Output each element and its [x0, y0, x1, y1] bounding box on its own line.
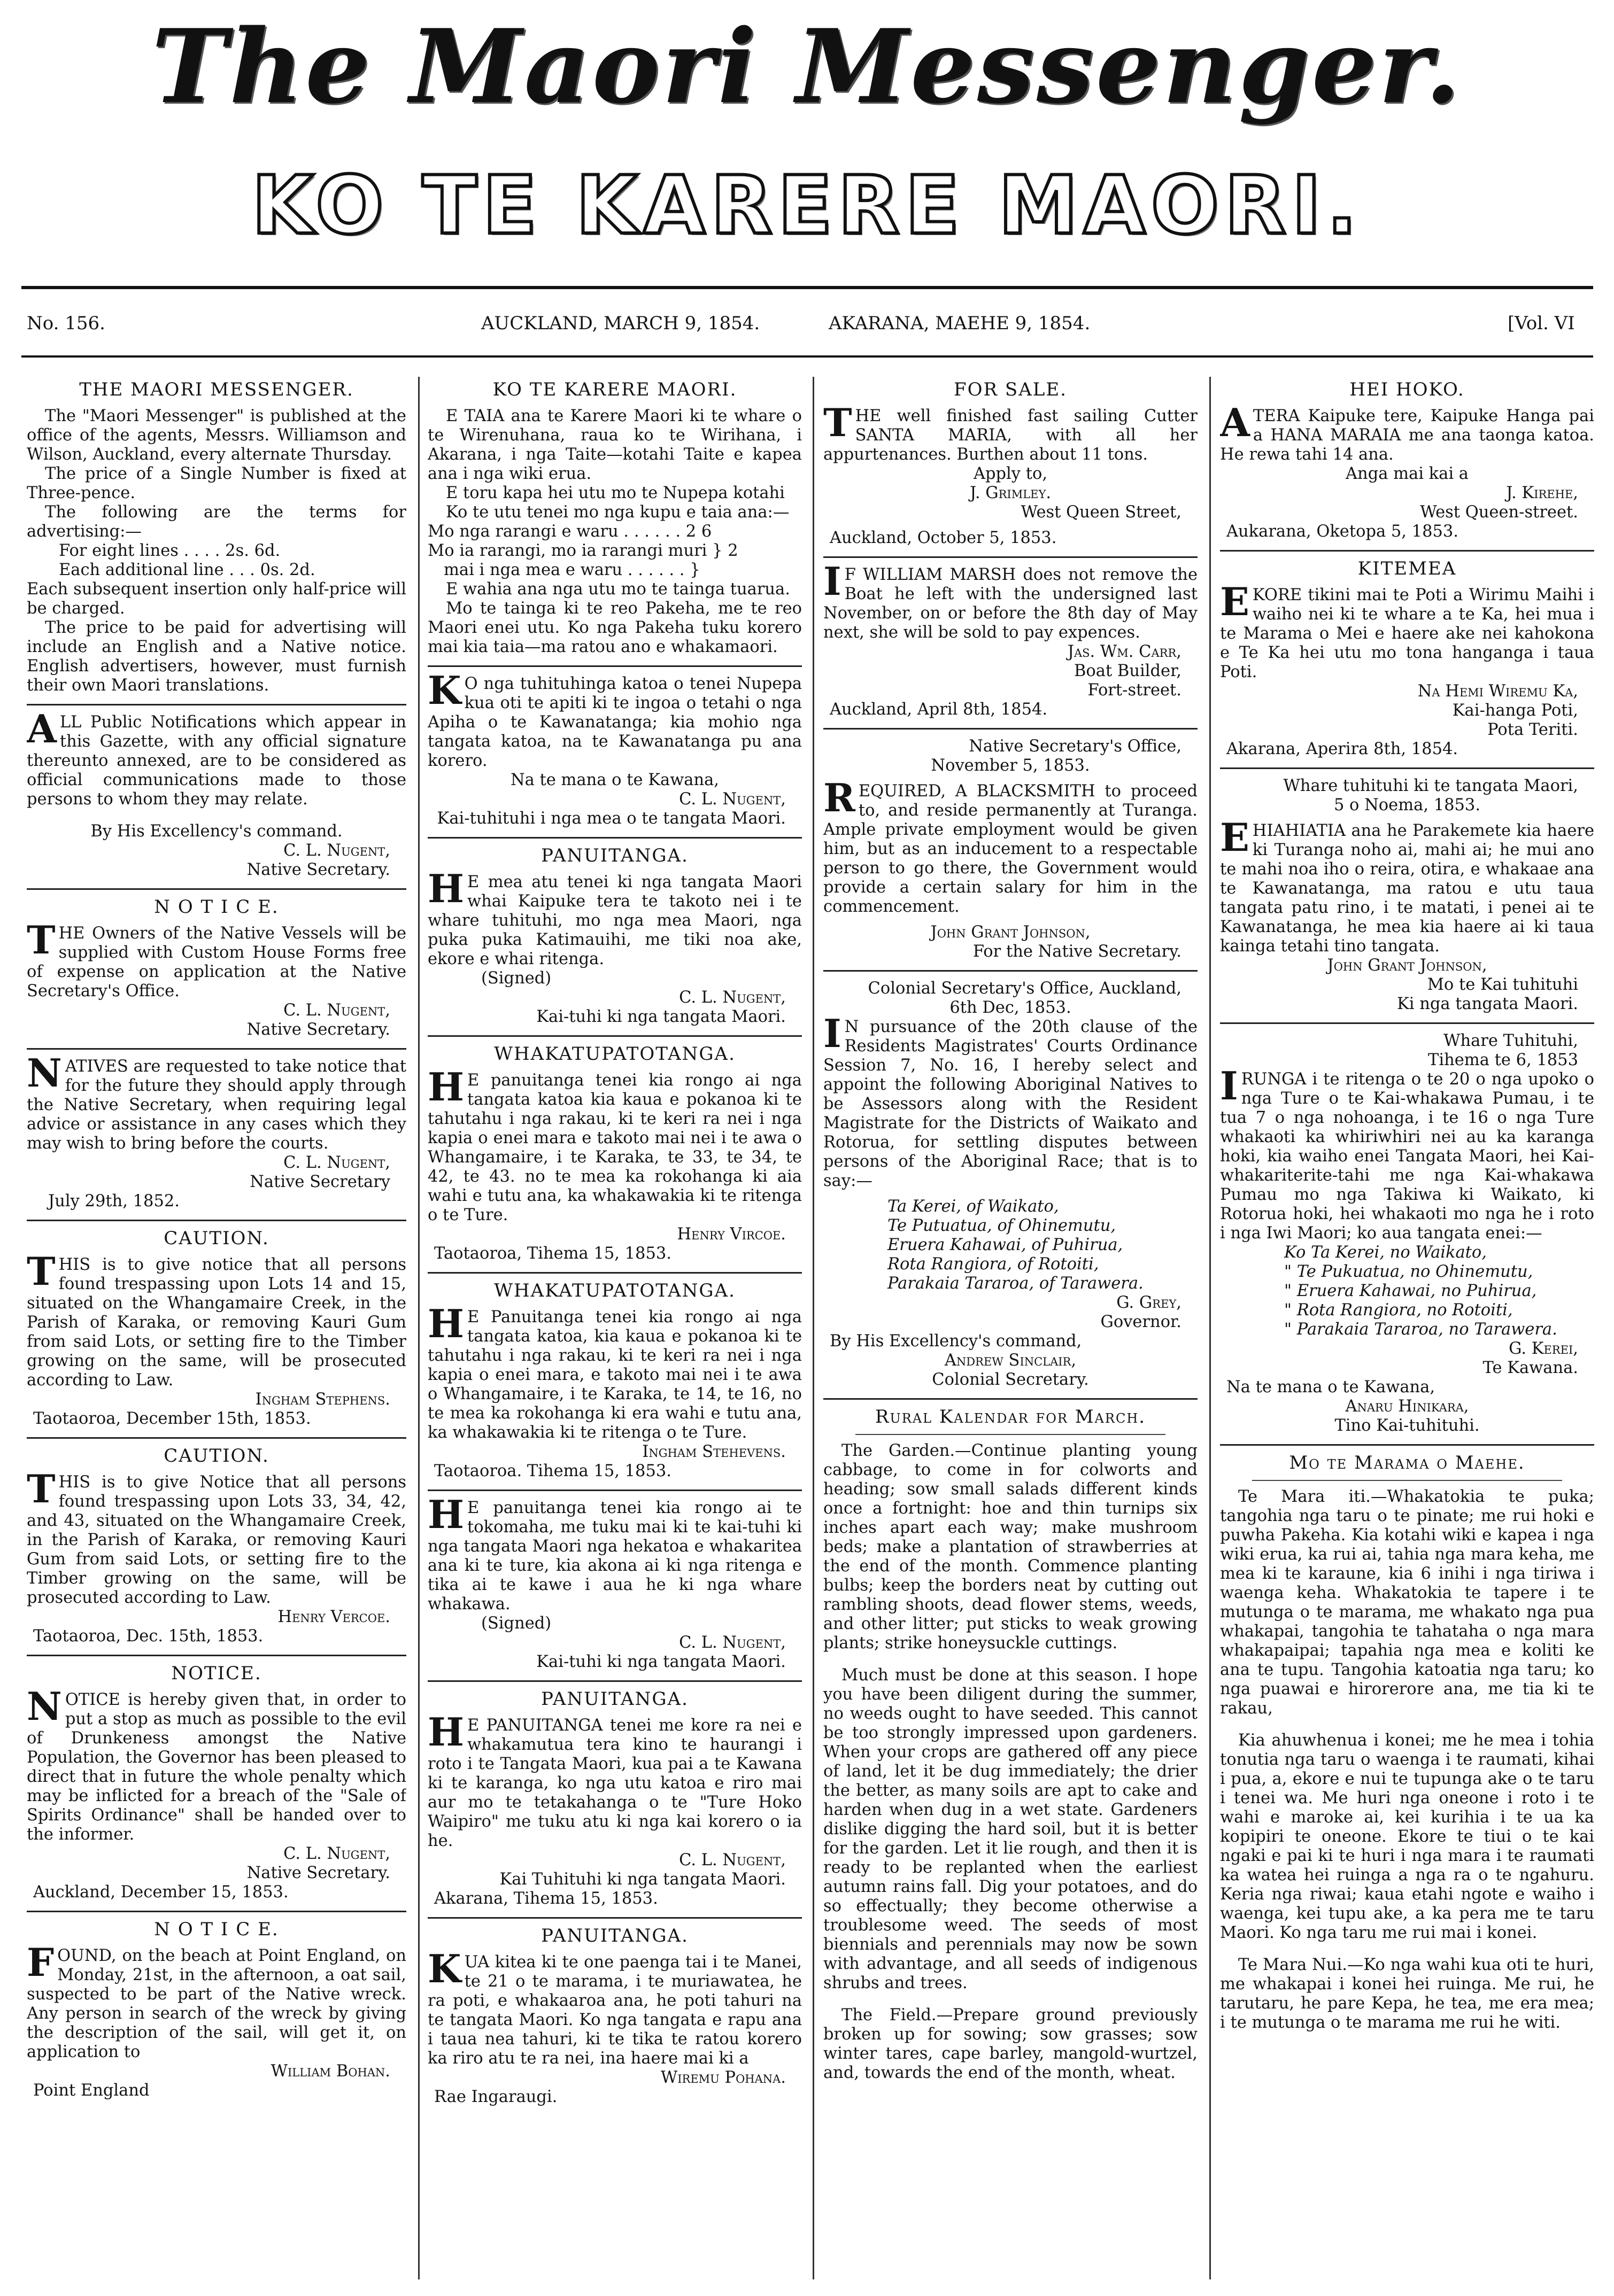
- signature-name: C. L. Nugent,: [679, 988, 786, 1007]
- rate-line: Mo nga rarangi e waru . . . . . . 2 6: [428, 522, 712, 541]
- paragraph: Ko te utu tenei mo nga kupu e taia ana:—: [446, 503, 790, 522]
- issue-number: No. 156.: [27, 313, 105, 334]
- notice-body: EHIAHIATIA ana he Parakemete kia haere ki Turanga noho ai, mahi ai; he mui ano te mahi noa iho o reira, otira, e whakaae ana te Kawanatanga, ma ratou e utu taua tangata patu rino, i te matati, i penei ai te Kawanatanga, he mea kia haere ai ki taua kainga tetahi tino tangata.: [1220, 815, 1594, 956]
- divider: [27, 1048, 406, 1050]
- office-date: November 5, 1853.: [931, 756, 1090, 775]
- column-separator: [418, 377, 420, 2279]
- signature-name: William Bohan.: [271, 2062, 390, 2081]
- notice-date: July 29th, 1852.: [48, 1192, 180, 1211]
- assessor-name: " Rota Rangiora, no Rotoiti,: [1284, 1301, 1513, 1320]
- masthead-title: The Maori Messenger.: [151, 7, 1463, 126]
- signature-line: By His Excellency's command.: [90, 822, 343, 841]
- divider: [823, 970, 1198, 972]
- heading-whakatupatotanga: WHAKATUPATOTANGA.: [494, 1043, 736, 1065]
- divider: [428, 1917, 802, 1919]
- notice-body: NOTICE is hereby given that, in order to put a stop as much as possible to the evil of Drunkeness amongst the Native Population, the Governor has been pleased to direct that in future the whole penalty which may be inflicted for a breach of the "Sale of Spirits Ordinance" shall be handed over to the informer.: [27, 1684, 406, 1844]
- paragraph: The Garden.—Continue planting young cabbage, to come in for colworts and heading; sow small salads different kinds once a fortnight: hoe and thin turnips six inches apart each way; make mushroom beds; make a plantation of strawberries at the end of the month. Commence planting bulbs; keep the borders neat by cutting out rambling shoots, dead flower stems, weeds, and other litter; put sticks to weak growing plants; strike honeysuckle cuttings.: [823, 1441, 1198, 1653]
- masthead-rule: [21, 286, 1593, 289]
- notice-body: IRUNGA i te ritenga o te 20 o nga upoko o nga Ture o te Kai-whakawa Pumau, i te tua 7 o nga nohoanga, i te 16 o nga Ture whakaoti ka whiriwhiri nei au ka karanga hoki, kia waiho enei Tangata Maori, hei Kai-whakariterite-tahi me nga Kai-whakawa Pumau mo nga Takiwa ki Waikato, ki Rotorua hoki, hei whakaoti mo nga he i roto i nga Iwi Maori; ko aua tangata enei:—: [1220, 1063, 1594, 1243]
- heading-caution: CAUTION.: [164, 1445, 269, 1467]
- notice-body: REQUIRED, A BLACKSMITH to proceed to, and reside permanently at Turanga. Ample private employment would be given him, but as an inducement to a respectable person to go there, the Government would provide a certain salary for him in the commencement.: [823, 775, 1198, 916]
- signature-name: C. L. Nugent,: [283, 1153, 390, 1172]
- signature-title: Kai-hanga Poti,: [1452, 701, 1578, 720]
- assessor-name: Te Putuatua, of Ohinemutu,: [887, 1216, 1116, 1235]
- divider: [1220, 1022, 1594, 1024]
- column-2: [428, 377, 802, 2287]
- address-line: Pota Teriti.: [1487, 720, 1578, 739]
- paragraph: E wahia ana nga utu mo te tainga tuarua.: [446, 580, 790, 599]
- paragraph: The following are the terms for advertising:—: [27, 503, 406, 541]
- heading-panuitanga: PANUITANGA.: [541, 1688, 689, 1710]
- signature-name: G. Kerei,: [1509, 1339, 1578, 1358]
- notice-body: HE PANUITANGA tenei me kore ra nei e whakamutua tera kino te haurangi i roto i te Tangata Maori, kua pai a te Kawana ki te karanga, ko nga utu katoa e riro mai aur mo te tetakahanga o te "Ture Hoko Waipiro" me tuku atu ki nga kai korero o ia he.: [428, 1709, 802, 1850]
- notice-body: THE Owners of the Native Vessels will be supplied with Custom House Forms free of expense on application at the Native Secretary's Office.: [27, 917, 406, 1000]
- signed-label: (Signed): [481, 1614, 552, 1633]
- divider: [27, 704, 406, 705]
- dateline-maori: AKARANA, MAEHE 9, 1854.: [829, 313, 1091, 334]
- divider: [27, 1220, 406, 1221]
- signature-name: C. L. Nugent,: [283, 1844, 390, 1863]
- rate-line: mai i nga mea e waru . . . . . . }: [444, 561, 700, 579]
- paragraph: KO nga tuhituhinga katoa o tenei Nupepa kua oti te apiti ki te ingoa o tetahi o nga Apiha o te Kawanatanga; kia mohio nga tangata katoa, na te Kawanatanga pu ana korero.: [428, 668, 802, 770]
- divider: [428, 837, 802, 839]
- divider: [428, 1272, 802, 1274]
- divider: [1220, 550, 1594, 552]
- column-1: [27, 377, 406, 2287]
- heading-kitemea: KITEMEA: [1357, 558, 1457, 579]
- assessor-name: Ko Ta Kerei, no Waikato,: [1284, 1243, 1487, 1262]
- divider: [27, 888, 406, 890]
- notice-body: KUA kitea ki te one paenga tai i te Manei, te 21 o te marama, i te muriawatea, he ra poti, e whakaaroa ana, he poti tahuri na te tangata Maori. Ko nga tangata e rapu ana i taua nea tahuri, ki te tika te ratou korero ka riro atu te ra nei, ina haere mai ki a: [428, 1946, 802, 2068]
- notice-date: Taotaoroa. Tihema 15, 1853.: [434, 1462, 671, 1480]
- signature-name: Andrew Sinclair,: [944, 1351, 1077, 1370]
- notice-date: Akarana, Tihema 15, 1853.: [434, 1889, 658, 1908]
- heading-karere-maori: KO TE KARERE MAORI.: [492, 379, 737, 400]
- paragraph: The price of a Single Number is fixed at Three-pence.: [27, 464, 406, 502]
- paragraph: The price to be paid for advertising will include an English and a Native notice. English advertisers, however, must furnish their own Maori translations.: [27, 618, 406, 695]
- signature-name: J. Kirehe,: [1506, 484, 1578, 502]
- signature-name: G. Grey,: [1116, 1293, 1181, 1312]
- signature-title: Colonial Secretary.: [932, 1370, 1089, 1389]
- notice-date: Akarana, Aperira 8th, 1854.: [1226, 740, 1458, 758]
- divider: [428, 1490, 802, 1491]
- address-line: West Queen Street,: [1021, 503, 1181, 522]
- assessor-name: " Te Pukuatua, no Ohinemutu,: [1284, 1262, 1533, 1281]
- divider: [27, 1437, 406, 1439]
- notice-date: Taotaoroa, Dec. 15th, 1853.: [33, 1627, 264, 1646]
- signature-title: Native Secretary: [250, 1173, 390, 1191]
- divider: [823, 728, 1198, 730]
- notice-date: Aukarana, Oketopa 5, 1853.: [1226, 522, 1458, 541]
- signature-name: Ingham Stehevens.: [642, 1442, 786, 1461]
- signature-title: Native Secretary.: [246, 1020, 390, 1039]
- notice-body: IF WILLIAM MARSH does not remove the Boat he left with the undersigned last November, on or before the 8th day of May next, she will be sold to pay expences.: [823, 559, 1198, 642]
- rate-line: Each additional line . . . 0s. 2d.: [59, 561, 315, 579]
- assessor-name: Rota Rangiora, of Rotoiti,: [887, 1255, 1099, 1274]
- dateline-rule: [21, 355, 1593, 358]
- signature-line: Na te mana o te Kawana,: [1226, 1378, 1435, 1397]
- signature-title: Ki nga tangata Maori.: [1396, 995, 1578, 1013]
- notice-body: HE mea atu tenei ki nga tangata Maori whai Kaipuke tera te takoto nei i te whare tuhituhi, mo nga mea Maori, nga puka puka Katimauihi, me tiki noa ake, ekore e whai ritenga.: [428, 866, 802, 968]
- masthead: [0, 0, 1614, 289]
- dateline-english: AUCKLAND, MARCH 9, 1854.: [481, 313, 760, 334]
- volume-number: [Vol. VI: [1508, 313, 1575, 334]
- dateline: [0, 307, 1614, 339]
- assessor-name: " Eruera Kahawai, no Puhirua,: [1284, 1282, 1537, 1300]
- office-line: Native Secretary's Office,: [969, 737, 1181, 756]
- notice-date: Taotaoroa, Tihema 15, 1853.: [434, 1244, 671, 1263]
- signature-title: Governor.: [1100, 1313, 1181, 1331]
- signature-title: Kai Tuhituhi ki nga tangata Maori.: [499, 1870, 786, 1889]
- divider: [428, 665, 802, 667]
- heading-whakatupatotanga: WHAKATUPATOTANGA.: [494, 1280, 736, 1301]
- paragraph: E TAIA ana te Karere Maori ki te whare o te Wirenuhana, raua ko te Wirihana, i Akarana, i nga Taite—kotahi Taite e kapea ana i nga wiki erua.: [428, 407, 802, 483]
- signature-name: C. L. Nugent,: [679, 1851, 786, 1870]
- address-line: Fort-street.: [1087, 681, 1181, 700]
- signature-name: Ingham Stephens.: [255, 1390, 390, 1409]
- signed-label: (Signed): [481, 969, 552, 988]
- assessor-name: Ta Kerei, of Waikato,: [887, 1197, 1059, 1216]
- heading-hei-hoko: HEI HOKO.: [1349, 379, 1465, 400]
- address-line: West Queen-street.: [1420, 503, 1578, 522]
- heading-notice: NOTICE.: [171, 1663, 262, 1684]
- heading-notice: N O T I C E.: [154, 896, 279, 918]
- divider: [428, 1680, 802, 1682]
- heading-panuitanga: PANUITANGA.: [541, 845, 689, 866]
- paragraph: Kia ahuwhenua i konei; me he mea i tohia tonutia nga taru o waenga i te raumati, kihai i pua, a, ekore e nui te tupunga ake o te taru i tenei wa. Me huri nga oneone i roto i te wahi e maroke ai, kei kurihia i te ua ka kopipiri te oneone. Ekore te tiui o te kai ngaki e pai ki te huri i nga mara i te raumati ka watea hei ruinga a nga ra o te ngahuru. Keria nga riwai; kaua etahi ngote e waiho i waenga, kei tupu ake, a ka pera me te taru Maori. Ko nga taru me rui mai i konei.: [1220, 1731, 1594, 1942]
- office-line: Colonial Secretary's Office, Auckland,: [868, 979, 1181, 998]
- divider: [823, 556, 1198, 558]
- signature-name: John Grant Johnson,: [930, 923, 1091, 942]
- notice-date: Auckland, April 8th, 1854.: [830, 700, 1048, 719]
- paragraph: The "Maori Messenger" is published at the office of the agents, Messrs. Williamson and Wilson, Auckland, every alternate Thursday.: [27, 407, 406, 464]
- office-date: 6th Dec, 1853.: [949, 998, 1071, 1017]
- signature-title: Native Secretary.: [246, 860, 390, 879]
- paragraph: Te Mara iti.—Whakatokia te puka; tangohia nga taru o te pinate; me rui hoki e puwha Pakeha. Kia kotahi wiki e kapea i nga wiki erua, ka rui ai, tahia nga mara keha, me mea ki te karaune, kia 6 inihi i nga tiriwa i waenga keha. Whakatokia te tapere i te mutunga o te marama, me whakato nga pua whakapai, tangohia te tahataha o nga mara whakapaipai; tapahia nga mea e koliti ke ana te tupu. Tangohia katoatia nga taru; ko nga puawai e hirorerore ana, me tia ki te rakau,: [1220, 1487, 1594, 1718]
- paragraph: Much must be done at this season. I hope you have been diligent during the summer, no weeds ought to have seeded. This cannot be too strongly impressed upon gardeners. When your crops are gathered off any piece of land, let it be dug immediately; the drier the better, as many soils are apt to cake and harden when dug in a wet state. Gardeners dislike digging the hard soil, but it is better for the garden. Let it lie rough, and then it is ready to be replanted when the earliest autumn rains fall. Dig your potatoes, and do so effectually; they become otherwise a troublesome weed. The seeds of most biennials and perennials may now be sown with advantage, and all seeds of indigenous shrubs and trees.: [823, 1666, 1198, 1992]
- signature-name: John Grant Johnson,: [1327, 956, 1487, 975]
- masthead-subtitle: KO TE KARERE MAORI.: [251, 159, 1363, 252]
- caution-body: THIS is to give notice that all persons found trespassing upon Lots 14 and 15, situated on the Whangamaire Creek, in the Parish of Karaka, or removing Kauri Gum from said Lots, or setting fire to the Timber growing on the same, will be prosecuted according to Law.: [27, 1248, 406, 1390]
- assessor-name: " Parakaia Tararoa, no Tarawera.: [1284, 1320, 1557, 1339]
- signature-title: Kai-tuhi ki nga tangata Maori.: [536, 1007, 786, 1026]
- signature-name: Wiremu Pohana.: [660, 2068, 786, 2087]
- heading-rural-kalendar: Rural Kalendar for March.: [875, 1406, 1146, 1428]
- notice-body: THE well finished fast sailing Cutter SANTA MARIA, with all her appurtenances. Burthen about 11 tons.: [823, 400, 1198, 464]
- heading-maori-messenger: THE MAORI MESSENGER.: [79, 379, 354, 400]
- notice-date: Auckland, October 5, 1853.: [830, 529, 1057, 547]
- assessor-name: Parakaia Tararoa, of Tarawera.: [887, 1274, 1144, 1293]
- notice-date: Taotaoroa, December 15th, 1853.: [33, 1409, 311, 1428]
- signature-name: Na Hemi Wiremu Ka,: [1417, 682, 1578, 701]
- divider: [855, 1434, 1165, 1435]
- signature-name: Henry Vircoe.: [677, 1225, 786, 1244]
- signature-title: Native Secretary.: [246, 1864, 390, 1882]
- office-line: Whare tuhituhi ki te tangata Maori,: [1283, 777, 1578, 795]
- heading-notice: N O T I C E.: [154, 1919, 279, 1940]
- notice-body: HE Panuitanga tenei kia rongo ai nga tangata katoa, kia kaua e pokanoa ki te tahutahu i nga rakau, ki te keri ra nei i nga kapia o enei mara, e takoto mai nei i te awa o Whangamaire, i te Karaka, te 14, te 16, no te mea ka rokohanga ki era wahi e tutu ana, ka whakawakia ki te ritenga o te Ture.: [428, 1301, 802, 1442]
- apply-line: Apply to,: [973, 464, 1048, 483]
- signature-name: Henry Vercoe.: [277, 1608, 390, 1626]
- paragraph: Te Mara Nui.—Ko nga wahi kua oti te huri, me whakapai i konei hei ruinga. Me rui, he tarutaru, he pare Kepa, he tea, me era mea; i te mutunga o te marama me rui he witi.: [1220, 1956, 1594, 2032]
- paragraph: Each subsequent insertion only half-price will be charged.: [27, 580, 406, 618]
- heading-for-sale: FOR SALE.: [954, 379, 1067, 400]
- paragraph: Mo te tainga ki te reo Pakeha, me te reo Maori enei utu. Ko nga Pakeha tuku korero mai kia taia—ma ratou ano e whakamaori.: [428, 599, 802, 656]
- notice-date: Auckland, December 15, 1853.: [33, 1883, 289, 1902]
- column-3: [823, 377, 1198, 2287]
- notice-place: Point England: [33, 2081, 150, 2100]
- signature-name: Anaru Hinikara,: [1345, 1397, 1469, 1416]
- signature-title: Boat Builder,: [1074, 662, 1181, 680]
- divider: [27, 1911, 406, 1912]
- notice-body: FOUND, on the beach at Point England, on Monday, 21st, in the afternoon, a oat sail, suspected to be part of the Native wreck. Any person in search of the wreck by giving the description of the sail, will get it, on application to: [27, 1940, 406, 2061]
- office-line: Whare Tuhituhi,: [1443, 1031, 1578, 1050]
- signature-line: Na te mana o te Kawana,: [510, 771, 720, 789]
- rate-line: Mo ia rarangi, mo ia rarangi muri } 2: [428, 541, 738, 560]
- paragraph: E toru kapa hei utu mo te Nupepa kotahi: [446, 484, 785, 502]
- divider: [428, 1035, 802, 1037]
- column-separator: [813, 377, 814, 2279]
- signature-name: C. L. Nugent,: [283, 841, 390, 860]
- signature-name: Jas. Wm. Carr,: [1067, 642, 1181, 661]
- assessor-name: Eruera Kahawai, of Puhirua,: [887, 1236, 1123, 1254]
- signature-name: C. L. Nugent,: [283, 1001, 390, 1020]
- divider: [823, 1398, 1198, 1400]
- apply-line: Anga mai kai a: [1346, 464, 1469, 483]
- divider: [27, 1655, 406, 1656]
- signature-title: Mo te Kai tuhituhi: [1427, 975, 1578, 994]
- signature-title: Te Kawana.: [1482, 1359, 1578, 1377]
- notice-body: HE panuitanga tenei kia rongo ai nga tangata katoa kia kaua e pokanoa ki te tahutahu i nga rakau, ki te keri ra nei i nga kapia o enei mara e takoto mai nei i te awa o Whangamaire, i te Karaka, te 33, te 34, te 42, te 43. no te mea ka rokohanga ki aia wahi e tutu ana, ka whakawakia ki te ritenga o te Ture.: [428, 1064, 802, 1224]
- paragraph: The Field.—Prepare ground previously broken up for sowing; sow grasses; sow winter tares, cape barley, mangold-wurtzel, and, towards the end of the month, wheat.: [823, 2006, 1198, 2082]
- divider: [1220, 767, 1594, 769]
- notice-body: NATIVES are requested to take notice that for the future they should apply through the Native Secretary, when requiring legal advice or assistance in any cases which they may wish to bring before the courts.: [27, 1050, 406, 1153]
- divider: [1252, 1480, 1562, 1481]
- signature-name: C. L. Nugent,: [679, 790, 786, 809]
- notice-body: ATERA Kaipuke tere, Kaipuke Hanga pai a HANA MARAIA me ana taonga katoa. He rewa tahi 14 ana.: [1220, 400, 1594, 464]
- caution-body: THIS is to give Notice that all persons found trespassing upon Lots 33, 34, 42, and 43, situated on the Whangamaire Creek, in the Parish of Karaka, or removing Kauri Gum from said Lots, or setting fire to the Timber growing on the same, will be prosecuted according to Law.: [27, 1466, 406, 1607]
- office-date: Tihema te 6, 1853: [1427, 1051, 1578, 1069]
- rate-line: For eight lines . . . . 2s. 6d.: [59, 541, 281, 560]
- column-4: [1220, 377, 1594, 2287]
- divider: [1220, 1444, 1594, 1446]
- notice-body: EKORE tikini mai te Poti a Wirimu Maihi i waiho nei ki te whare a te Ka, hei mua i te Marama o Mei e haere ake nei kahokona e Te Ka hei utu mo tona hanganga i taua Poti.: [1220, 579, 1594, 681]
- heading-caution: CAUTION.: [164, 1228, 269, 1249]
- column-separator: [1209, 377, 1211, 2279]
- signature-name: J. Grimley.: [969, 484, 1052, 502]
- office-date: 5 o Noema, 1853.: [1333, 796, 1481, 815]
- notice-place: Rae Ingaraugi.: [434, 2088, 558, 2106]
- signature-title: For the Native Secretary.: [972, 942, 1181, 961]
- signature-name: C. L. Nugent,: [679, 1633, 786, 1652]
- heading-panuitanga: PANUITANGA.: [541, 1925, 689, 1946]
- signature-title: Kai-tuhituhi i nga mea o te tangata Maori.: [437, 809, 786, 828]
- notice-body: IN pursuance of the 20th clause of the Residents Magistrates' Courts Ordinance Session 7, No. 16, I hereby select and appoint the following Aboriginal Natives to be Assessors along with the Resident Magistrate for the Districts of Waikato and Rotorua, for settling disputes between persons of the Aboriginal Race; that is to say:—: [823, 1011, 1198, 1190]
- notice-body: HE panuitanga tenei kia rongo ai te tokomaha, me tuku mai ki te kai-tuhi ki nga tangata Maori nga hekatoa e whakaritea ana ki te ture, kia akona ai ki nga ritenga e tika ai te kawe i aua he ki nga whare whakawa.: [428, 1492, 802, 1614]
- public-notification: ALL Public Notifications which appear in this Gazette, with any official signature thereunto annexed, are to be considered as official communications made to those persons to whom they may relate.: [27, 706, 406, 809]
- heading-marama-maehe: Mo te Marama o Maehe.: [1289, 1452, 1525, 1473]
- signature-title: Kai-tuhi ki nga tangata Maori.: [536, 1653, 786, 1671]
- signature-title: Tino Kai-tuhituhi.: [1334, 1416, 1480, 1435]
- signature-line: By His Excellency's command,: [830, 1332, 1082, 1351]
